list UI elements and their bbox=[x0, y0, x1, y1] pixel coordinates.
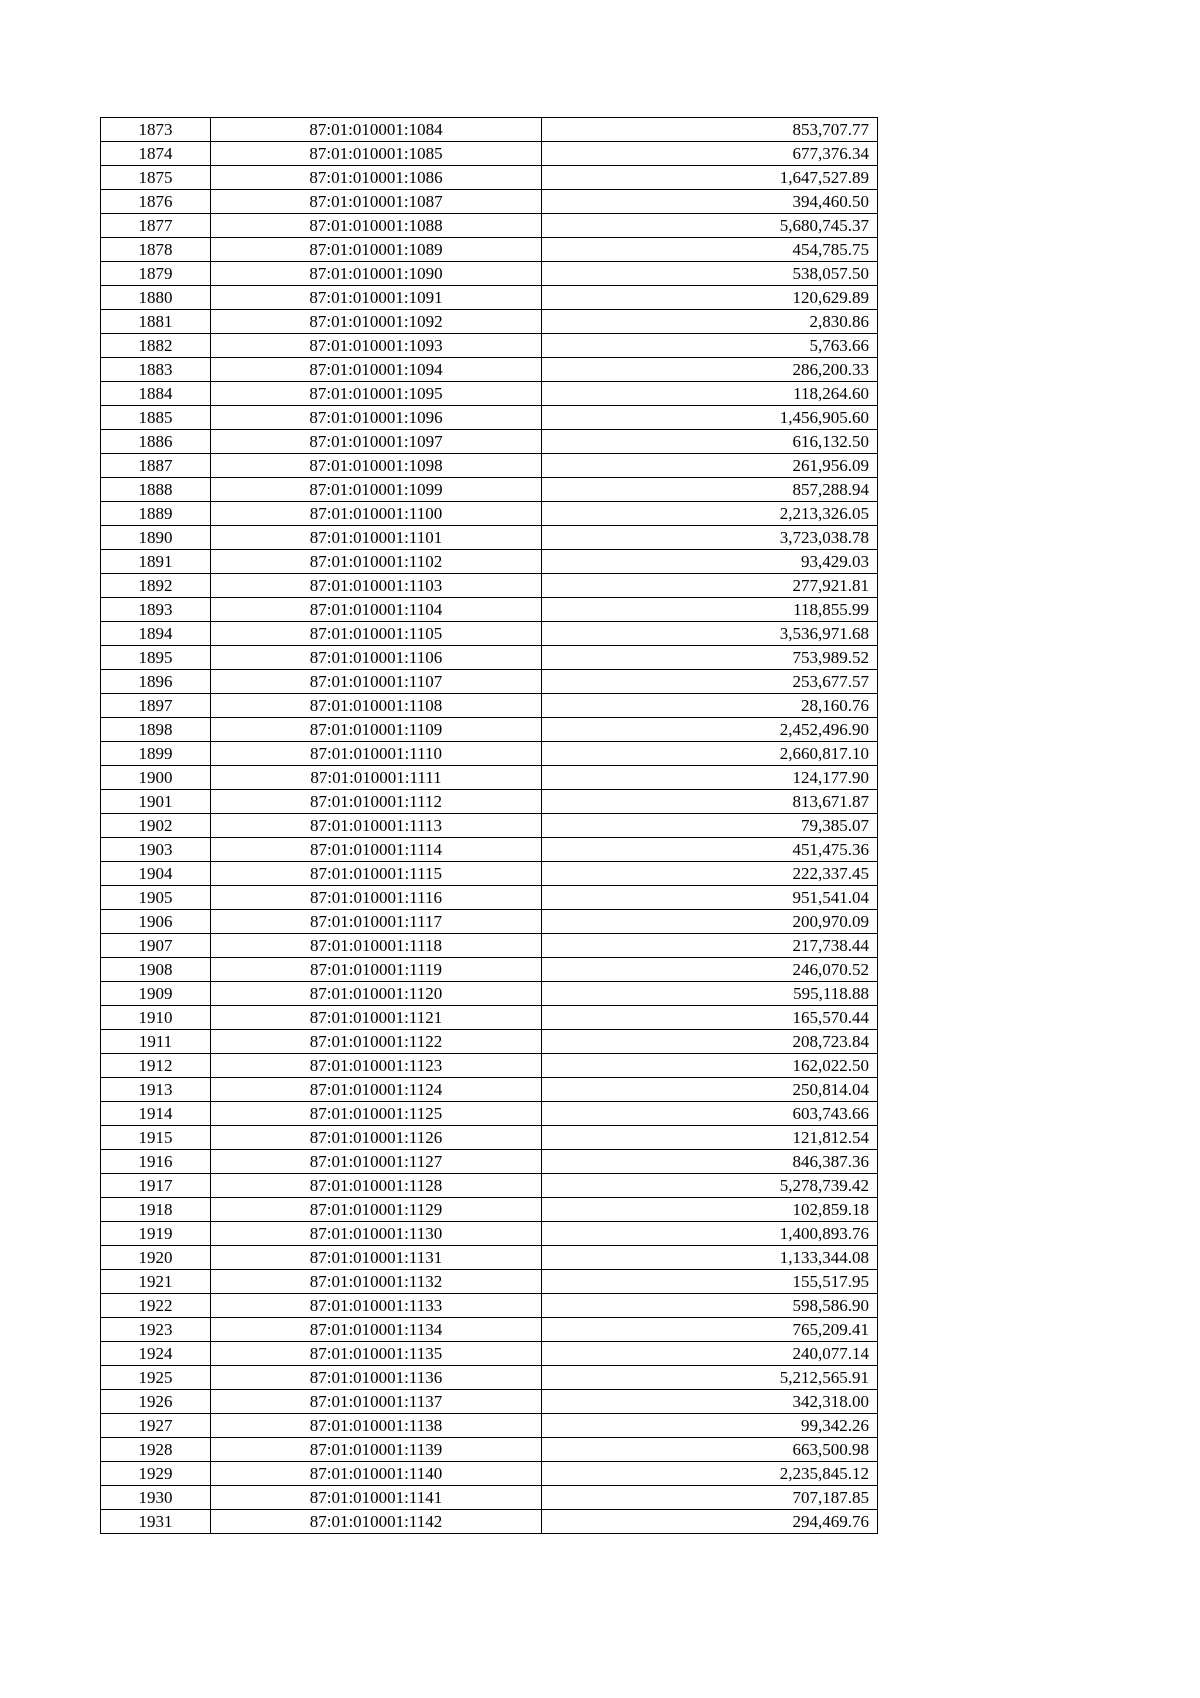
table-row bbox=[101, 550, 878, 574]
cadastral-number-cell: 87:01:010001:1141 bbox=[211, 1486, 542, 1510]
table-row bbox=[101, 1342, 878, 1366]
row-number-cell: 1920 bbox=[101, 1246, 211, 1270]
row-number-cell: 1882 bbox=[101, 334, 211, 358]
table-row bbox=[101, 1222, 878, 1246]
value-cell: 121,812.54 bbox=[542, 1126, 878, 1150]
row-number-cell: 1876 bbox=[101, 190, 211, 214]
table-row bbox=[101, 334, 878, 358]
value-cell: 616,132.50 bbox=[542, 430, 878, 454]
row-number-cell: 1902 bbox=[101, 814, 211, 838]
row-number-cell: 1905 bbox=[101, 886, 211, 910]
cadastral-number-cell: 87:01:010001:1132 bbox=[211, 1270, 542, 1294]
value-cell: 342,318.00 bbox=[542, 1390, 878, 1414]
row-number-cell: 1892 bbox=[101, 574, 211, 598]
value-cell: 246,070.52 bbox=[542, 958, 878, 982]
cadastral-number-cell: 87:01:010001:1102 bbox=[211, 550, 542, 574]
row-number-cell: 1878 bbox=[101, 238, 211, 262]
row-number-cell: 1921 bbox=[101, 1270, 211, 1294]
cadastral-number-cell: 87:01:010001:1120 bbox=[211, 982, 542, 1006]
value-cell: 286,200.33 bbox=[542, 358, 878, 382]
value-cell: 1,133,344.08 bbox=[542, 1246, 878, 1270]
value-cell: 5,278,739.42 bbox=[542, 1174, 878, 1198]
table-row bbox=[101, 766, 878, 790]
cadastral-number-cell: 87:01:010001:1122 bbox=[211, 1030, 542, 1054]
row-number-cell: 1875 bbox=[101, 166, 211, 190]
table-row bbox=[101, 502, 878, 526]
table-row bbox=[101, 1270, 878, 1294]
table-row bbox=[101, 646, 878, 670]
table-row bbox=[101, 886, 878, 910]
table-row bbox=[101, 1150, 878, 1174]
table-row bbox=[101, 358, 878, 382]
cadastral-number-cell: 87:01:010001:1099 bbox=[211, 478, 542, 502]
cadastral-number-cell: 87:01:010001:1137 bbox=[211, 1390, 542, 1414]
table-row bbox=[101, 1438, 878, 1462]
value-cell: 1,400,893.76 bbox=[542, 1222, 878, 1246]
row-number-cell: 1904 bbox=[101, 862, 211, 886]
row-number-cell: 1896 bbox=[101, 670, 211, 694]
table-row bbox=[101, 1414, 878, 1438]
cadastral-number-cell: 87:01:010001:1135 bbox=[211, 1342, 542, 1366]
table-row bbox=[101, 1078, 878, 1102]
value-cell: 857,288.94 bbox=[542, 478, 878, 502]
table-row bbox=[101, 478, 878, 502]
row-number-cell: 1926 bbox=[101, 1390, 211, 1414]
value-cell: 853,707.77 bbox=[542, 118, 878, 142]
cadastral-number-cell: 87:01:010001:1133 bbox=[211, 1294, 542, 1318]
value-cell: 1,647,527.89 bbox=[542, 166, 878, 190]
value-cell: 5,680,745.37 bbox=[542, 214, 878, 238]
cadastral-number-cell: 87:01:010001:1087 bbox=[211, 190, 542, 214]
row-number-cell: 1899 bbox=[101, 742, 211, 766]
table-row bbox=[101, 742, 878, 766]
row-number-cell: 1911 bbox=[101, 1030, 211, 1054]
row-number-cell: 1916 bbox=[101, 1150, 211, 1174]
cadastral-number-cell: 87:01:010001:1125 bbox=[211, 1102, 542, 1126]
cadastral-number-cell: 87:01:010001:1118 bbox=[211, 934, 542, 958]
row-number-cell: 1907 bbox=[101, 934, 211, 958]
row-number-cell: 1917 bbox=[101, 1174, 211, 1198]
cadastral-number-cell: 87:01:010001:1117 bbox=[211, 910, 542, 934]
table-row bbox=[101, 382, 878, 406]
cadastral-number-cell: 87:01:010001:1100 bbox=[211, 502, 542, 526]
cadastral-number-cell: 87:01:010001:1131 bbox=[211, 1246, 542, 1270]
table-row bbox=[101, 838, 878, 862]
row-number-cell: 1900 bbox=[101, 766, 211, 790]
table-row bbox=[101, 1198, 878, 1222]
value-cell: 454,785.75 bbox=[542, 238, 878, 262]
value-cell: 120,629.89 bbox=[542, 286, 878, 310]
cadastral-number-cell: 87:01:010001:1085 bbox=[211, 142, 542, 166]
value-cell: 753,989.52 bbox=[542, 646, 878, 670]
value-cell: 155,517.95 bbox=[542, 1270, 878, 1294]
table-row bbox=[101, 526, 878, 550]
cadastral-number-cell: 87:01:010001:1139 bbox=[211, 1438, 542, 1462]
cadastral-number-cell: 87:01:010001:1114 bbox=[211, 838, 542, 862]
row-number-cell: 1922 bbox=[101, 1294, 211, 1318]
row-number-cell: 1903 bbox=[101, 838, 211, 862]
cadastral-number-cell: 87:01:010001:1110 bbox=[211, 742, 542, 766]
value-cell: 663,500.98 bbox=[542, 1438, 878, 1462]
row-number-cell: 1930 bbox=[101, 1486, 211, 1510]
table-row bbox=[101, 190, 878, 214]
table-body bbox=[101, 118, 878, 1534]
value-cell: 3,723,038.78 bbox=[542, 526, 878, 550]
table-row bbox=[101, 1318, 878, 1342]
table-row bbox=[101, 862, 878, 886]
table-row bbox=[101, 1510, 878, 1534]
table-row bbox=[101, 670, 878, 694]
table-row bbox=[101, 1006, 878, 1030]
row-number-cell: 1889 bbox=[101, 502, 211, 526]
row-number-cell: 1894 bbox=[101, 622, 211, 646]
row-number-cell: 1879 bbox=[101, 262, 211, 286]
table-row bbox=[101, 982, 878, 1006]
cadastral-number-cell: 87:01:010001:1105 bbox=[211, 622, 542, 646]
value-cell: 2,235,845.12 bbox=[542, 1462, 878, 1486]
cadastral-number-cell: 87:01:010001:1086 bbox=[211, 166, 542, 190]
value-cell: 250,814.04 bbox=[542, 1078, 878, 1102]
table-row bbox=[101, 934, 878, 958]
row-number-cell: 1873 bbox=[101, 118, 211, 142]
value-cell: 2,660,817.10 bbox=[542, 742, 878, 766]
row-number-cell: 1910 bbox=[101, 1006, 211, 1030]
table-row bbox=[101, 1054, 878, 1078]
cadastral-number-cell: 87:01:010001:1126 bbox=[211, 1126, 542, 1150]
cadastral-number-cell: 87:01:010001:1113 bbox=[211, 814, 542, 838]
table-row bbox=[101, 1294, 878, 1318]
cadastral-number-cell: 87:01:010001:1107 bbox=[211, 670, 542, 694]
row-number-cell: 1927 bbox=[101, 1414, 211, 1438]
table-row bbox=[101, 718, 878, 742]
row-number-cell: 1874 bbox=[101, 142, 211, 166]
row-number-cell: 1885 bbox=[101, 406, 211, 430]
cadastral-number-cell: 87:01:010001:1096 bbox=[211, 406, 542, 430]
table-row bbox=[101, 1126, 878, 1150]
value-cell: 5,212,565.91 bbox=[542, 1366, 878, 1390]
row-number-cell: 1908 bbox=[101, 958, 211, 982]
value-cell: 765,209.41 bbox=[542, 1318, 878, 1342]
cadastral-number-cell: 87:01:010001:1127 bbox=[211, 1150, 542, 1174]
cadastral-number-cell: 87:01:010001:1142 bbox=[211, 1510, 542, 1534]
cadastral-number-cell: 87:01:010001:1124 bbox=[211, 1078, 542, 1102]
value-cell: 451,475.36 bbox=[542, 838, 878, 862]
row-number-cell: 1914 bbox=[101, 1102, 211, 1126]
cadastral-number-cell: 87:01:010001:1095 bbox=[211, 382, 542, 406]
cadastral-number-cell: 87:01:010001:1123 bbox=[211, 1054, 542, 1078]
value-cell: 261,956.09 bbox=[542, 454, 878, 478]
row-number-cell: 1931 bbox=[101, 1510, 211, 1534]
value-cell: 79,385.07 bbox=[542, 814, 878, 838]
cadastral-number-cell: 87:01:010001:1104 bbox=[211, 598, 542, 622]
cadastral-number-cell: 87:01:010001:1098 bbox=[211, 454, 542, 478]
table-row bbox=[101, 1102, 878, 1126]
row-number-cell: 1928 bbox=[101, 1438, 211, 1462]
row-number-cell: 1901 bbox=[101, 790, 211, 814]
cadastral-number-cell: 87:01:010001:1121 bbox=[211, 1006, 542, 1030]
value-cell: 2,830.86 bbox=[542, 310, 878, 334]
row-number-cell: 1898 bbox=[101, 718, 211, 742]
table-row bbox=[101, 910, 878, 934]
table-row bbox=[101, 958, 878, 982]
value-cell: 598,586.90 bbox=[542, 1294, 878, 1318]
cadastral-number-cell: 87:01:010001:1119 bbox=[211, 958, 542, 982]
row-number-cell: 1880 bbox=[101, 286, 211, 310]
table-row bbox=[101, 118, 878, 142]
cadastral-number-cell: 87:01:010001:1101 bbox=[211, 526, 542, 550]
table-row bbox=[101, 310, 878, 334]
cadastral-number-cell: 87:01:010001:1116 bbox=[211, 886, 542, 910]
table-row bbox=[101, 1462, 878, 1486]
table-row bbox=[101, 166, 878, 190]
value-cell: 118,264.60 bbox=[542, 382, 878, 406]
cadastral-value-table bbox=[100, 117, 878, 1534]
cadastral-number-cell: 87:01:010001:1094 bbox=[211, 358, 542, 382]
cadastral-number-cell: 87:01:010001:1109 bbox=[211, 718, 542, 742]
row-number-cell: 1886 bbox=[101, 430, 211, 454]
value-cell: 162,022.50 bbox=[542, 1054, 878, 1078]
cadastral-number-cell: 87:01:010001:1084 bbox=[211, 118, 542, 142]
value-cell: 208,723.84 bbox=[542, 1030, 878, 1054]
table-row bbox=[101, 598, 878, 622]
row-number-cell: 1887 bbox=[101, 454, 211, 478]
cadastral-number-cell: 87:01:010001:1106 bbox=[211, 646, 542, 670]
row-number-cell: 1888 bbox=[101, 478, 211, 502]
value-cell: 28,160.76 bbox=[542, 694, 878, 718]
value-cell: 846,387.36 bbox=[542, 1150, 878, 1174]
value-cell: 124,177.90 bbox=[542, 766, 878, 790]
cadastral-number-cell: 87:01:010001:1092 bbox=[211, 310, 542, 334]
cadastral-number-cell: 87:01:010001:1090 bbox=[211, 262, 542, 286]
table-row bbox=[101, 1390, 878, 1414]
value-cell: 3,536,971.68 bbox=[542, 622, 878, 646]
cadastral-number-cell: 87:01:010001:1112 bbox=[211, 790, 542, 814]
cadastral-number-cell: 87:01:010001:1129 bbox=[211, 1198, 542, 1222]
value-cell: 5,763.66 bbox=[542, 334, 878, 358]
cadastral-number-cell: 87:01:010001:1130 bbox=[211, 1222, 542, 1246]
row-number-cell: 1909 bbox=[101, 982, 211, 1006]
cadastral-number-cell: 87:01:010001:1097 bbox=[211, 430, 542, 454]
table-row bbox=[101, 262, 878, 286]
cadastral-number-cell: 87:01:010001:1134 bbox=[211, 1318, 542, 1342]
table-row bbox=[101, 790, 878, 814]
row-number-cell: 1924 bbox=[101, 1342, 211, 1366]
row-number-cell: 1884 bbox=[101, 382, 211, 406]
table-row bbox=[101, 622, 878, 646]
row-number-cell: 1883 bbox=[101, 358, 211, 382]
value-cell: 93,429.03 bbox=[542, 550, 878, 574]
cadastral-number-cell: 87:01:010001:1136 bbox=[211, 1366, 542, 1390]
cadastral-number-cell: 87:01:010001:1115 bbox=[211, 862, 542, 886]
cadastral-number-cell: 87:01:010001:1138 bbox=[211, 1414, 542, 1438]
value-cell: 253,677.57 bbox=[542, 670, 878, 694]
value-cell: 813,671.87 bbox=[542, 790, 878, 814]
cadastral-number-cell: 87:01:010001:1093 bbox=[211, 334, 542, 358]
row-number-cell: 1913 bbox=[101, 1078, 211, 1102]
value-cell: 222,337.45 bbox=[542, 862, 878, 886]
table-row bbox=[101, 574, 878, 598]
cadastral-number-cell: 87:01:010001:1111 bbox=[211, 766, 542, 790]
value-cell: 277,921.81 bbox=[542, 574, 878, 598]
value-cell: 200,970.09 bbox=[542, 910, 878, 934]
value-cell: 165,570.44 bbox=[542, 1006, 878, 1030]
value-cell: 595,118.88 bbox=[542, 982, 878, 1006]
table-row bbox=[101, 814, 878, 838]
value-cell: 677,376.34 bbox=[542, 142, 878, 166]
table-row bbox=[101, 238, 878, 262]
table-row bbox=[101, 454, 878, 478]
table-row bbox=[101, 1246, 878, 1270]
table-row bbox=[101, 1366, 878, 1390]
row-number-cell: 1918 bbox=[101, 1198, 211, 1222]
row-number-cell: 1881 bbox=[101, 310, 211, 334]
row-number-cell: 1877 bbox=[101, 214, 211, 238]
row-number-cell: 1925 bbox=[101, 1366, 211, 1390]
table-row bbox=[101, 1486, 878, 1510]
value-cell: 394,460.50 bbox=[542, 190, 878, 214]
table-row bbox=[101, 286, 878, 310]
table-row bbox=[101, 406, 878, 430]
table-row bbox=[101, 214, 878, 238]
value-cell: 2,452,496.90 bbox=[542, 718, 878, 742]
table-row bbox=[101, 1174, 878, 1198]
row-number-cell: 1915 bbox=[101, 1126, 211, 1150]
value-cell: 240,077.14 bbox=[542, 1342, 878, 1366]
row-number-cell: 1906 bbox=[101, 910, 211, 934]
table-row bbox=[101, 694, 878, 718]
value-cell: 217,738.44 bbox=[542, 934, 878, 958]
cadastral-number-cell: 87:01:010001:1091 bbox=[211, 286, 542, 310]
value-cell: 951,541.04 bbox=[542, 886, 878, 910]
value-cell: 102,859.18 bbox=[542, 1198, 878, 1222]
value-cell: 707,187.85 bbox=[542, 1486, 878, 1510]
table-row bbox=[101, 142, 878, 166]
row-number-cell: 1923 bbox=[101, 1318, 211, 1342]
row-number-cell: 1912 bbox=[101, 1054, 211, 1078]
cadastral-number-cell: 87:01:010001:1089 bbox=[211, 238, 542, 262]
cadastral-number-cell: 87:01:010001:1128 bbox=[211, 1174, 542, 1198]
cadastral-number-cell: 87:01:010001:1088 bbox=[211, 214, 542, 238]
value-cell: 2,213,326.05 bbox=[542, 502, 878, 526]
value-cell: 603,743.66 bbox=[542, 1102, 878, 1126]
cadastral-number-cell: 87:01:010001:1140 bbox=[211, 1462, 542, 1486]
row-number-cell: 1897 bbox=[101, 694, 211, 718]
row-number-cell: 1890 bbox=[101, 526, 211, 550]
row-number-cell: 1891 bbox=[101, 550, 211, 574]
cadastral-number-cell: 87:01:010001:1108 bbox=[211, 694, 542, 718]
value-cell: 118,855.99 bbox=[542, 598, 878, 622]
row-number-cell: 1919 bbox=[101, 1222, 211, 1246]
value-cell: 99,342.26 bbox=[542, 1414, 878, 1438]
table-row bbox=[101, 430, 878, 454]
row-number-cell: 1895 bbox=[101, 646, 211, 670]
value-cell: 538,057.50 bbox=[542, 262, 878, 286]
value-cell: 1,456,905.60 bbox=[542, 406, 878, 430]
value-cell: 294,469.76 bbox=[542, 1510, 878, 1534]
row-number-cell: 1929 bbox=[101, 1462, 211, 1486]
row-number-cell: 1893 bbox=[101, 598, 211, 622]
table-row bbox=[101, 1030, 878, 1054]
cadastral-number-cell: 87:01:010001:1103 bbox=[211, 574, 542, 598]
